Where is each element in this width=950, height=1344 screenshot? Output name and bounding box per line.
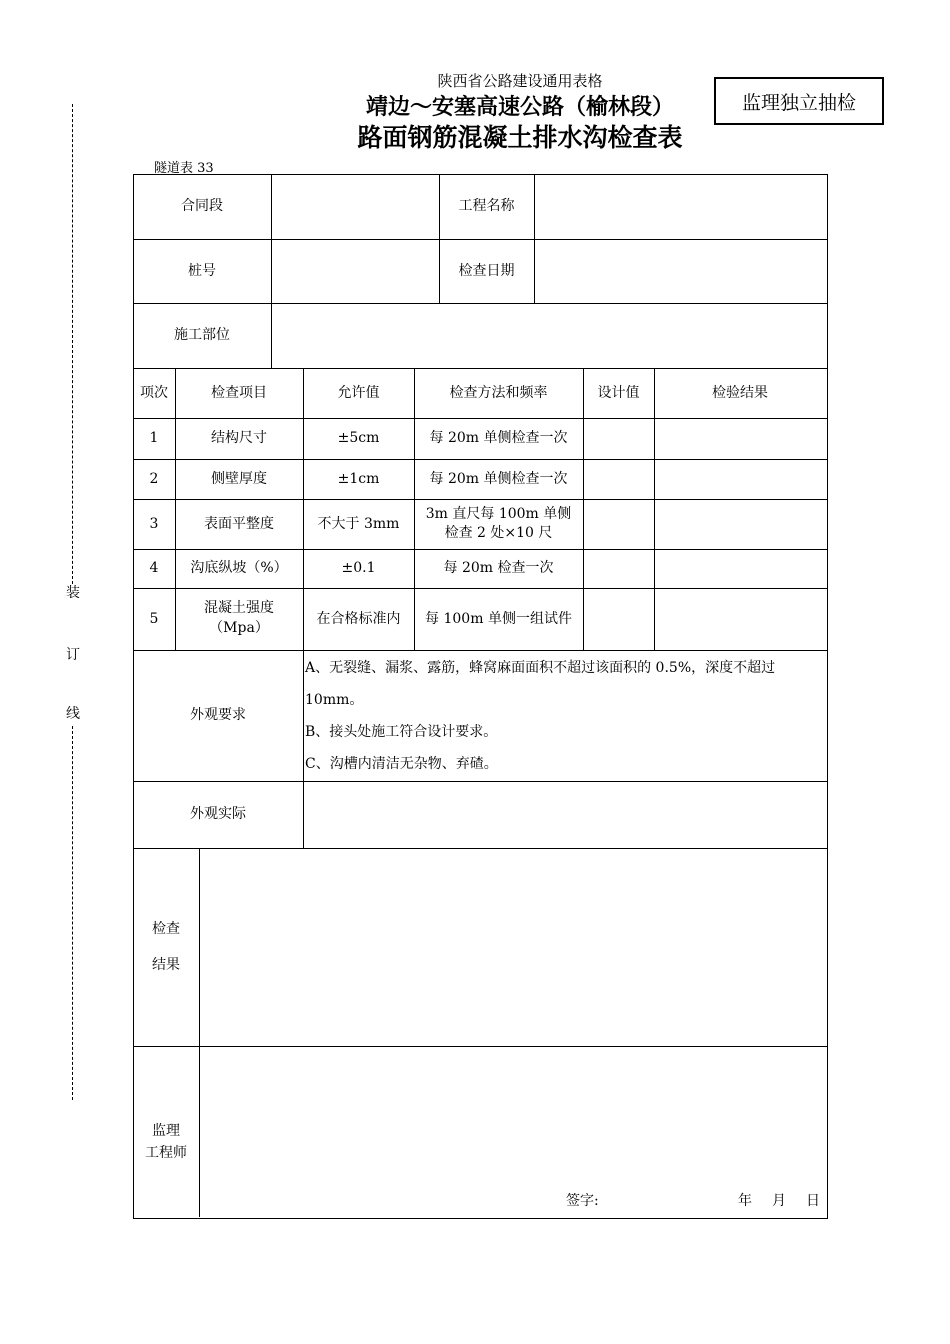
row-item: 混凝土强度（Mpa） — [204, 600, 274, 636]
row-result-field[interactable] — [654, 418, 826, 459]
year-label: 年 — [738, 1193, 752, 1209]
row-item: 侧壁厚度 — [211, 470, 267, 487]
row-no: 1 — [149, 430, 159, 446]
row-allow: ±1cm — [337, 470, 380, 487]
row-result-field[interactable] — [654, 588, 826, 650]
binding-char-2: 订 — [66, 647, 80, 663]
row-method: 每 20m 单侧检查一次 — [429, 430, 568, 446]
project-name-field[interactable] — [534, 174, 826, 239]
row-method: 每 100m 单侧一组试件 — [425, 610, 572, 627]
province-header: 陕西省公路建设通用表格 — [437, 72, 603, 90]
result-field[interactable] — [199, 848, 826, 1046]
row-no: 2 — [149, 470, 159, 487]
appearance-actual-label: 外观实际 — [190, 806, 246, 822]
check-date-label: 检查日期 — [458, 262, 515, 279]
check-date-field[interactable] — [534, 239, 826, 303]
supervisor-label — [133, 1046, 199, 1217]
col-header-design: 设计值 — [597, 384, 640, 401]
appearance-requirements — [305, 652, 827, 780]
position-label: 施工部位 — [174, 327, 230, 343]
col-header-method: 检查方法和频率 — [449, 384, 548, 401]
signature-label: 签字: — [566, 1193, 599, 1209]
requirement-c: C、沟槽内清洁无杂物、弃碴。 — [305, 756, 498, 772]
row-design-field[interactable] — [583, 418, 654, 459]
row-item: 沟底纵坡（%） — [190, 560, 288, 576]
supervisor-label-line2: 工程师 — [145, 1144, 187, 1161]
supervisor-label-line1: 监理 — [152, 1122, 180, 1139]
row-method: 3m 直尺每 100m 单侧检查 2 处×10 尺 — [425, 506, 572, 541]
row-result-field[interactable] — [654, 499, 826, 549]
row-no: 4 — [149, 560, 159, 576]
row-item: 表面平整度 — [204, 515, 274, 532]
station-label: 桩号 — [188, 262, 216, 279]
result-label-line2: 结果 — [152, 957, 180, 973]
contract-field[interactable] — [271, 174, 439, 239]
row-design-field[interactable] — [583, 499, 654, 549]
requirement-a: A、无裂缝、漏浆、露筋，蜂窝麻面面积不超过该面积的 0.5%，深度不超过 10mm。 — [305, 660, 776, 708]
project-title: 靖边～安塞高速公路（榆林段） — [365, 95, 674, 120]
col-header-no: 项次 — [140, 384, 168, 401]
position-field[interactable] — [271, 303, 826, 368]
contract-label: 合同段 — [181, 198, 223, 214]
binding-line-top — [72, 104, 73, 584]
row-design-field[interactable] — [583, 549, 654, 588]
form-title: 路面钢筋混凝土排水沟检查表 — [357, 123, 683, 152]
project-name-label: 工程名称 — [458, 198, 515, 214]
inspection-stamp: 监理独立抽检 — [714, 77, 884, 125]
row-allow: ±0.1 — [341, 560, 376, 576]
col-header-allow: 允许值 — [337, 384, 380, 401]
col-header-result: 检验结果 — [712, 384, 768, 401]
day-label: 日 — [806, 1193, 820, 1209]
row-method: 每 20m 单侧检查一次 — [429, 470, 568, 487]
result-label-line1: 检查 — [152, 921, 180, 937]
row-result-field[interactable] — [654, 549, 826, 588]
row-no: 3 — [149, 515, 159, 532]
binding-char-1: 装 — [66, 585, 80, 601]
row-item: 结构尺寸 — [211, 430, 267, 446]
row-allow: 在合格标准内 — [316, 610, 401, 627]
col-header-item: 检查项目 — [211, 384, 267, 401]
row-design-field[interactable] — [583, 588, 654, 650]
binding-char-3: 线 — [66, 706, 80, 722]
binding-line-bottom — [72, 726, 73, 1100]
row-no: 5 — [149, 610, 159, 627]
month-label: 月 — [772, 1193, 786, 1209]
row-method: 每 20m 检查一次 — [443, 560, 554, 576]
row-result-field[interactable] — [654, 459, 826, 499]
supervisor-field[interactable] — [199, 1046, 826, 1186]
row-allow: ±5cm — [337, 430, 380, 446]
appearance-actual-field[interactable] — [303, 781, 826, 848]
station-field[interactable] — [271, 239, 439, 303]
form-number: 隧道表 33 — [154, 161, 214, 176]
result-label — [133, 848, 199, 1046]
requirement-b: B、接头处施工符合设计要求。 — [305, 724, 498, 740]
row-allow: 不大于 3mm — [317, 515, 400, 532]
row-design-field[interactable] — [583, 459, 654, 499]
appearance-req-label: 外观要求 — [190, 707, 246, 723]
